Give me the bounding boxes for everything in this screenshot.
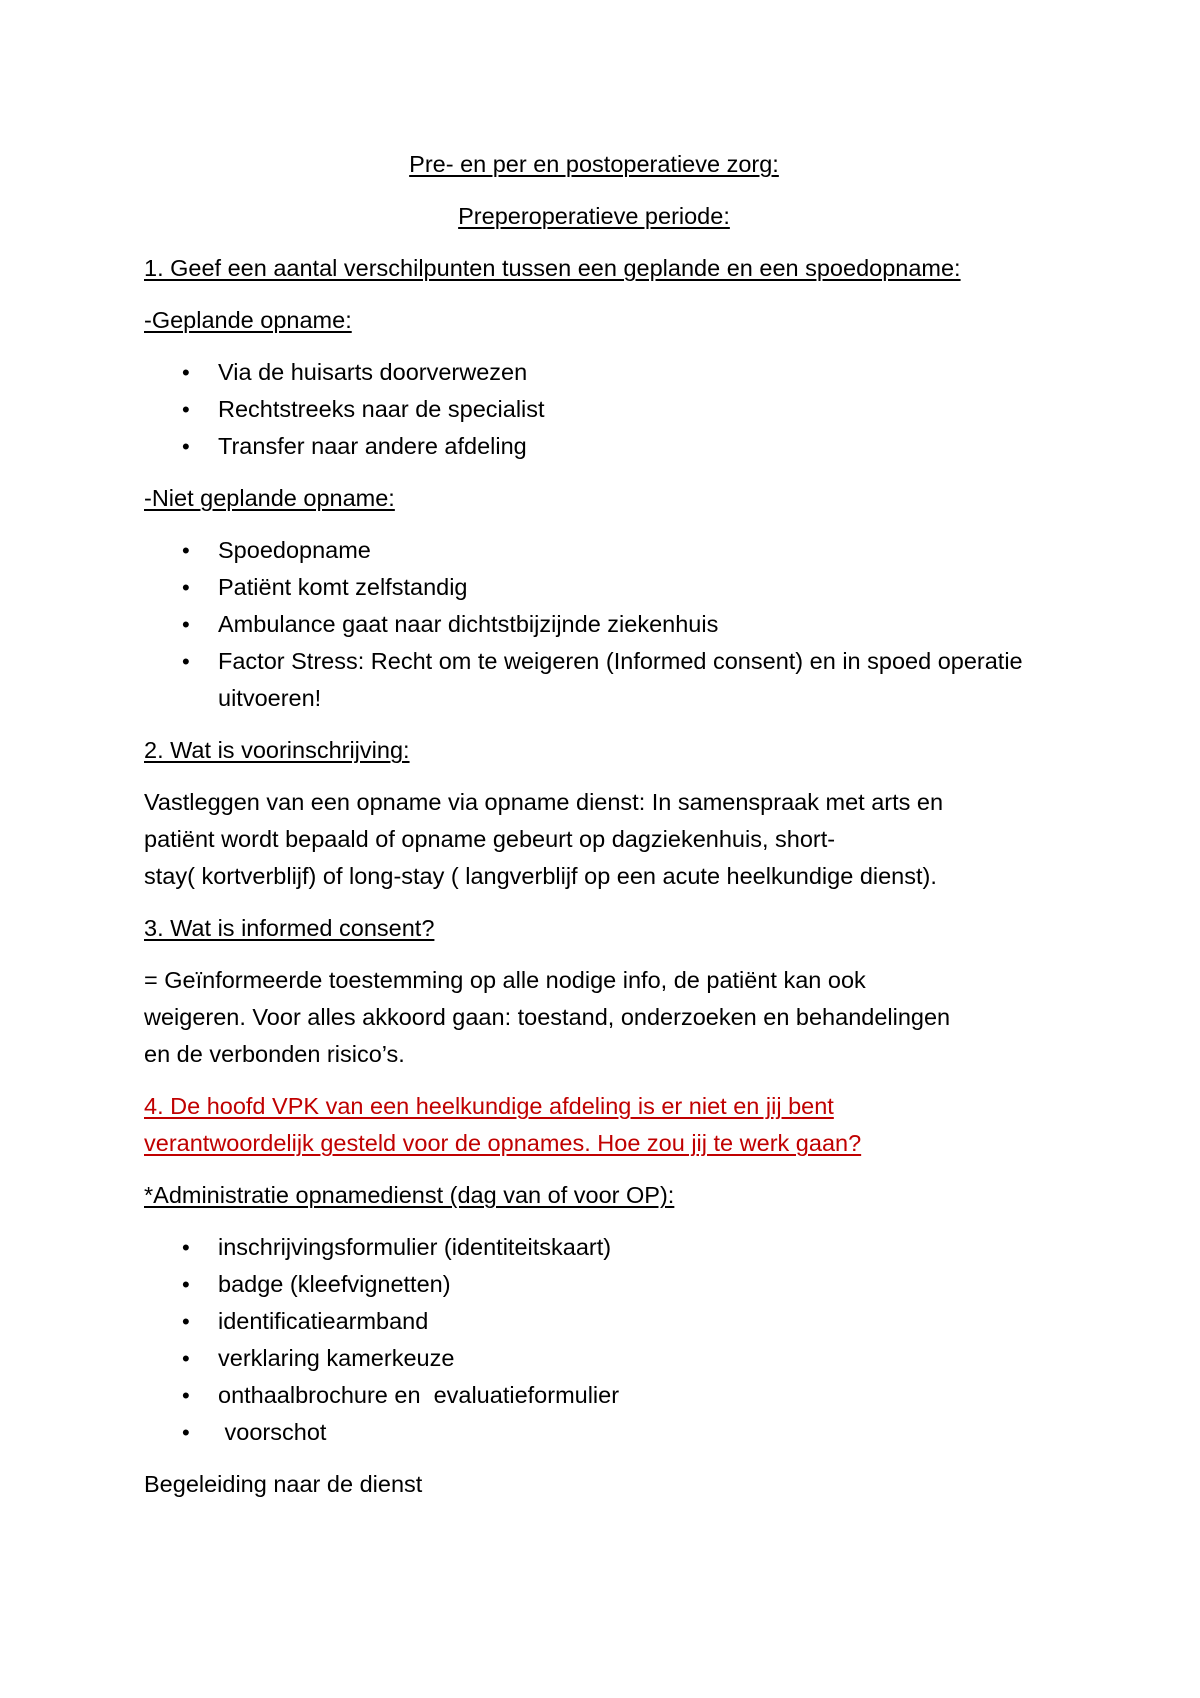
list-item: • verklaring kamerkeuze bbox=[144, 1340, 1044, 1377]
list-item: • identificatiearmband bbox=[144, 1303, 1044, 1340]
document-content bbox=[144, 146, 1044, 1503]
question-2-heading: 2. Wat is voorinschrijving: bbox=[144, 737, 410, 763]
bullet-icon: • bbox=[182, 1346, 190, 1371]
planned-admission-label: -Geplande opname: bbox=[144, 307, 352, 333]
list-item: • Factor Stress: Recht om te weigeren (Informed consent) en in spoed operatie uitvoeren! bbox=[144, 643, 1044, 717]
list-item: • Ambulance gaat naar dichtstbijzijnde ziekenhuis bbox=[144, 606, 1044, 643]
answer-line: weigeren. Voor alles akkoord gaan: toestand, onderzoeken en behandelingen bbox=[144, 1004, 951, 1030]
list-item: • voorschot bbox=[144, 1414, 1044, 1451]
planned-admission-list bbox=[144, 354, 1044, 465]
question-2-answer bbox=[144, 784, 1044, 895]
list-item: • Spoedopname bbox=[144, 532, 1044, 569]
answer-line: stay( kortverblijf) of long-stay ( langverblijf op een acute heelkundige dienst). bbox=[144, 863, 937, 889]
document-title: Pre- en per en postoperatieve zorg: bbox=[409, 151, 779, 177]
answer-line: = Geïnformeerde toestemming op alle nodige info, de patiënt kan ook bbox=[144, 967, 866, 993]
admin-list bbox=[144, 1229, 1044, 1451]
list-item: • Via de huisarts doorverwezen bbox=[144, 354, 1044, 391]
bullet-icon: • bbox=[182, 1235, 190, 1260]
list-item: • Transfer naar andere afdeling bbox=[144, 428, 1044, 465]
bullet-icon: • bbox=[182, 649, 190, 674]
bullet-icon: • bbox=[182, 612, 190, 637]
list-item: • Patiënt komt zelfstandig bbox=[144, 569, 1044, 606]
bullet-icon: • bbox=[182, 360, 190, 385]
question-3-heading: 3. Wat is informed consent? bbox=[144, 915, 435, 941]
list-item: • Rechtstreeks naar de specialist bbox=[144, 391, 1044, 428]
bullet-icon: • bbox=[182, 1383, 190, 1408]
answer-line: en de verbonden risico’s. bbox=[144, 1041, 405, 1067]
question-1-heading: 1. Geef een aantal verschilpunten tussen een geplande en een spoedopname: bbox=[144, 255, 961, 281]
question-4-heading: 4. De hoofd VPK van een heelkundige afdeling is er niet en jij bent verantwoordelijk gesteld voor de opnames. Hoe zou jij te werk gaan? bbox=[144, 1093, 862, 1156]
bullet-icon: • bbox=[182, 397, 190, 422]
admin-label: *Administratie opnamedienst (dag van of voor OP): bbox=[144, 1182, 675, 1208]
bullet-icon: • bbox=[182, 1272, 190, 1297]
list-item: • inschrijvingsformulier (identiteitskaart) bbox=[144, 1229, 1044, 1266]
list-item: • onthaalbrochure en evaluatieformulier bbox=[144, 1377, 1044, 1414]
bullet-icon: • bbox=[182, 575, 190, 600]
answer-line: patiënt wordt bepaald of opname gebeurt op dagziekenhuis, short- bbox=[144, 826, 836, 852]
question-3-answer bbox=[144, 962, 1044, 1073]
document-subtitle: Preperoperatieve periode: bbox=[458, 203, 730, 229]
unplanned-admission-list bbox=[144, 532, 1044, 717]
bullet-icon: • bbox=[182, 1309, 190, 1334]
bullet-icon: • bbox=[182, 1420, 190, 1445]
bullet-icon: • bbox=[182, 434, 190, 459]
unplanned-admission-label: -Niet geplande opname: bbox=[144, 485, 395, 511]
closing-line: Begeleiding naar de dienst bbox=[144, 1471, 423, 1497]
answer-line: Vastleggen van een opname via opname dienst: In samenspraak met arts en bbox=[144, 789, 944, 815]
list-item: • badge (kleefvignetten) bbox=[144, 1266, 1044, 1303]
bullet-icon: • bbox=[182, 538, 190, 563]
